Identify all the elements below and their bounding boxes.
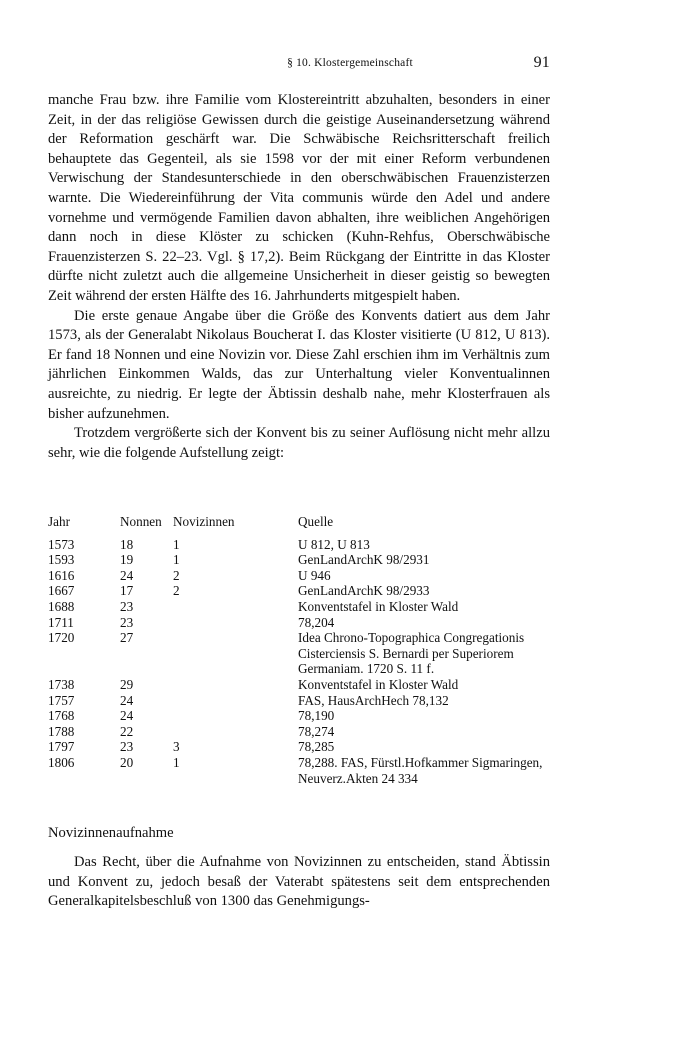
- cell-novizinnen: [173, 599, 298, 615]
- cell-novizinnen: 1: [173, 536, 180, 552]
- cell-jahr: 1688: [48, 598, 75, 614]
- cell-nonnen: 24: [120, 692, 134, 708]
- cell-jahr: 1757: [48, 692, 75, 708]
- cell-quelle: Konventstafel in Kloster Wald: [298, 598, 459, 614]
- cell-quelle: 78,285: [298, 739, 335, 755]
- running-title: § 10. Klostergemeinschaft: [287, 57, 413, 69]
- body-text: [48, 91, 550, 463]
- table-row: [48, 755, 558, 786]
- cell-quelle: FAS, HausArchHech 78,132: [298, 692, 449, 708]
- cell-nonnen: 20: [120, 754, 134, 770]
- paragraph: manche Frau bzw. ihre Familie vom Klostereintritt abzuhalten, besonders in einer Zeit, in der das religiöse Gewissen durch die geistige Auseinandersetzung während der Reformation geschärft war. Die Schwäbische Reichsritterschaft freilich behauptete das Gegenteil, als sie 1598 vor der mit einer Reform verbundenen Verwischung der Standesunterschiede in den oberschwäbischen Frauenzisterzen warnte. Die Wiedereinführung der Vita communis würde den Adel und andere vornehme und vermögende Familien davon abhalten, ihre weiblichen Angehörigen dann noch in diese Klöster zu schicken (Kuhn-Rehfus, Oberschwäbische Frauenzisterzen S. 22–23. Vgl. § 17,2). Beim Rückgang der Eintritte in das Kloster dürfte nicht zuletzt auch die allgemeine Unsicherheit in dieser geistig so bewegten Zeit während der ersten Hälfte des 16. Jahrhunderts mitgespielt haben.: [48, 92, 550, 304]
- cell-novizinnen: 3: [173, 739, 180, 755]
- table-row: [48, 708, 558, 724]
- convent-size-table: [48, 514, 558, 786]
- cell-quelle: U 946: [298, 567, 331, 583]
- paragraph: Das Recht, über die Aufnahme von Novizinnen zu entscheiden, stand Äbtissin und Konvent zu, jedoch besaß der Vaterabt spätestens seit dem entsprechenden Generalkapitelsbeschluß von 1300 das Genehmigungs-: [48, 854, 550, 910]
- cell-nonnen: 27: [120, 630, 134, 646]
- cell-nonnen: 23: [120, 598, 134, 614]
- table-row: [48, 739, 558, 755]
- column-header-jahr: Jahr: [48, 514, 70, 529]
- cell-jahr: 1788: [48, 723, 75, 739]
- page-number: 91: [533, 54, 550, 71]
- cell-novizinnen: 1: [173, 552, 180, 568]
- cell-quelle: 78,288. FAS, Fürstl.Hofkammer Sigmaringen, Neuverz.Akten 24 334: [298, 754, 543, 786]
- cell-quelle: 78,274: [298, 723, 335, 739]
- table-row: [48, 599, 558, 615]
- cell-quelle: Idea Chrono-Topographica Congregationis Cisterciensis S. Bernardi per Superiorem Germaniam. 1720 S. 11 f.: [298, 630, 525, 677]
- cell-novizinnen: [173, 708, 298, 724]
- cell-jahr: 1667: [48, 583, 75, 599]
- table-body: [48, 537, 558, 787]
- cell-novizinnen: 2: [173, 583, 180, 599]
- cell-novizinnen: [173, 677, 298, 693]
- section-text: [48, 853, 550, 912]
- table-row: [48, 630, 558, 677]
- column-header-quelle: Quelle: [298, 514, 334, 529]
- cell-quelle: 78,204: [298, 614, 335, 630]
- cell-jahr: 1720: [48, 630, 75, 646]
- cell-nonnen: 24: [120, 708, 134, 724]
- cell-jahr: 1738: [48, 676, 75, 692]
- table-row: [48, 568, 558, 584]
- cell-nonnen: 19: [120, 552, 134, 568]
- table-row: [48, 537, 558, 553]
- table-row: [48, 677, 558, 693]
- cell-novizinnen: [173, 630, 298, 677]
- cell-jahr: 1806: [48, 754, 75, 770]
- table-header-row: [48, 514, 558, 537]
- cell-nonnen: 23: [120, 739, 134, 755]
- table-row: [48, 724, 558, 740]
- cell-quelle: Konventstafel in Kloster Wald: [298, 676, 459, 692]
- cell-quelle: 78,190: [298, 708, 335, 724]
- table-row: [48, 615, 558, 631]
- cell-nonnen: 17: [120, 583, 134, 599]
- paragraph: Die erste genaue Angabe über die Größe des Konvents datiert aus dem Jahr 1573, als der Generalabt Nikolaus Boucherat I. das Kloster visitierte (U 812, U 813). Er fand 18 Nonnen und eine Novizin vor. Diese Zahl erschien ihm im Verhältnis zum jährlichen Einkommen Walds, das zur Unterhaltung vieler Konventualinnen ausreichte, zu niedrig. Er legte der Äbtissin deshalb nahe, mehr Klosterfrauen als bisher aufzunehmen.: [48, 307, 550, 422]
- section-heading: Novizinnenaufnahme: [48, 825, 174, 841]
- table-row: [48, 583, 558, 599]
- paragraph: Trotzdem vergrößerte sich der Konvent bis zu seiner Auflösung nicht mehr allzu sehr, wie die folgende Aufstellung zeigt:: [48, 425, 550, 461]
- column-header-novizinnen: Novizinnen: [173, 514, 235, 529]
- cell-quelle: U 812, U 813: [298, 536, 370, 552]
- cell-novizinnen: 2: [173, 567, 180, 583]
- cell-nonnen: 22: [120, 723, 134, 739]
- cell-nonnen: 23: [120, 614, 134, 630]
- table-row: [48, 693, 558, 709]
- cell-novizinnen: [173, 693, 298, 709]
- cell-jahr: 1768: [48, 708, 75, 724]
- cell-jahr: 1711: [48, 614, 74, 630]
- running-header: [0, 54, 700, 74]
- cell-jahr: 1616: [48, 567, 75, 583]
- cell-nonnen: 24: [120, 567, 134, 583]
- cell-jahr: 1593: [48, 552, 75, 568]
- cell-quelle: GenLandArchK 98/2931: [298, 552, 430, 568]
- cell-jahr: 1573: [48, 536, 75, 552]
- cell-novizinnen: [173, 724, 298, 740]
- cell-nonnen: 18: [120, 536, 134, 552]
- cell-novizinnen: 1: [173, 754, 180, 770]
- cell-novizinnen: [173, 615, 298, 631]
- cell-quelle: GenLandArchK 98/2933: [298, 583, 430, 599]
- table-row: [48, 552, 558, 568]
- cell-nonnen: 29: [120, 676, 134, 692]
- cell-jahr: 1797: [48, 739, 75, 755]
- column-header-nonnen: Nonnen: [120, 514, 162, 529]
